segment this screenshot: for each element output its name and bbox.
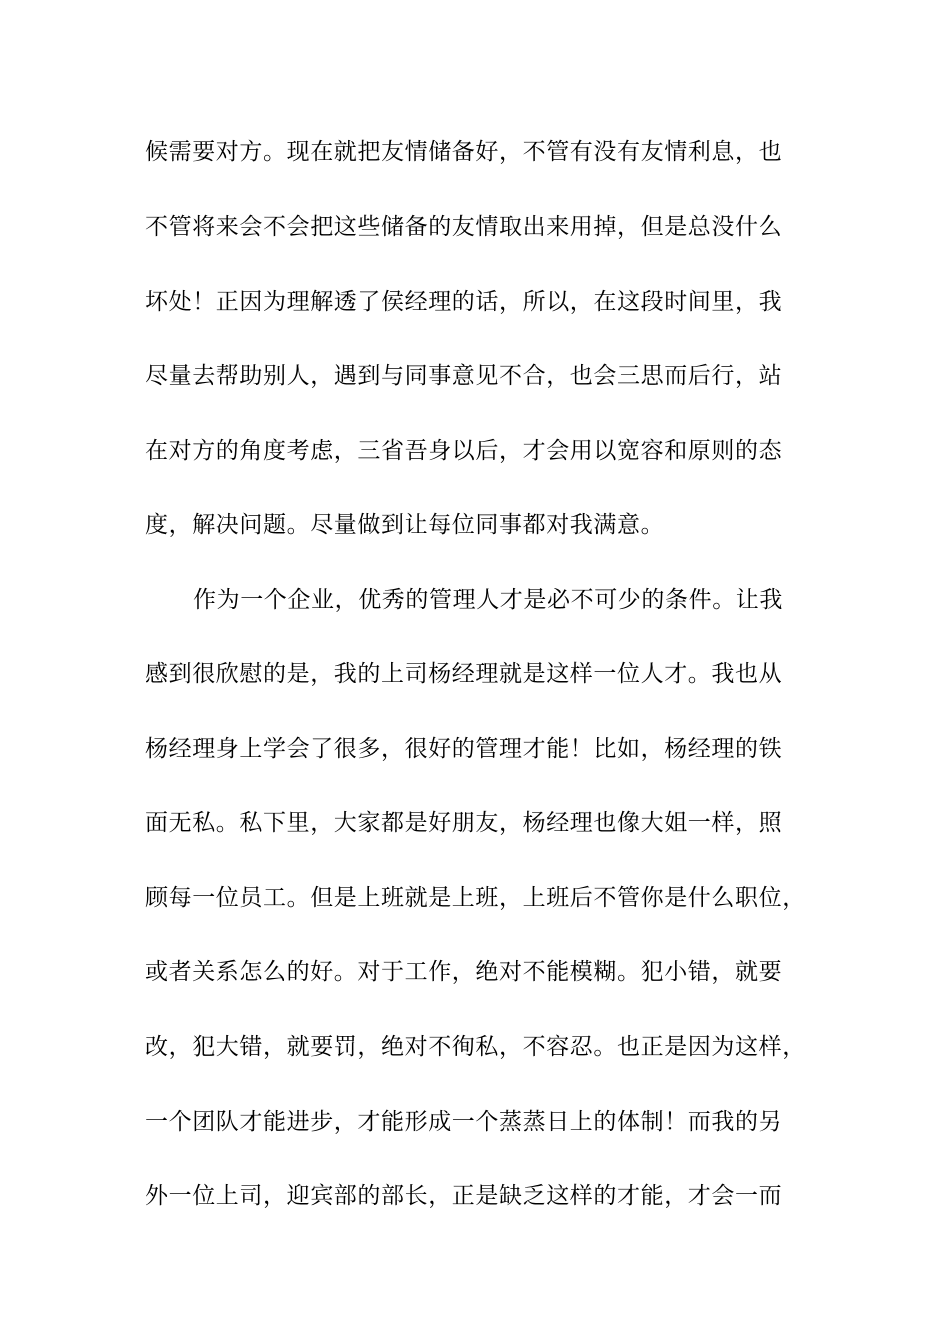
text-line: 不管将来会不会把这些储备的友情取出来用掉，但是总没什么	[145, 214, 783, 240]
text-line: 一个团队才能进步，才能形成一个蒸蒸日上的体制！而我的另	[145, 1109, 783, 1135]
text-line: 感到很欣慰的是，我的上司杨经理就是这样一位人才。我也从	[145, 661, 783, 687]
text-line: 度，解决问题。尽量做到让每位同事都对我满意。	[145, 512, 665, 538]
text-line: 外一位上司，迎宾部的部长，正是缺乏这样的才能，才会一而	[145, 1183, 783, 1209]
text-line: 改，犯大错，就要罚，绝对不徇私，不容忍。也正是因为这样，	[145, 1034, 806, 1060]
text-line: 或者关系怎么的好。对于工作，绝对不能模糊。犯小错，就要	[145, 959, 783, 985]
text-line: 候需要对方。现在就把友情储备好，不管有没有友情利息，也	[145, 139, 783, 165]
text-line: 在对方的角度考虑，三省吾身以后，才会用以宽容和原则的态	[145, 438, 783, 464]
text-line: 尽量去帮助别人，遇到与同事意见不合，也会三思而后行，站	[145, 363, 783, 389]
text-line: 杨经理身上学会了很多，很好的管理才能！比如，杨经理的铁	[145, 736, 783, 762]
paragraph-first-line: 作为一个企业，优秀的管理人才是必不可少的条件。让我	[193, 587, 783, 613]
text-line: 顾每一位员工。但是上班就是上班，上班后不管你是什么职位，	[145, 885, 806, 911]
text-line: 面无私。私下里，大家都是好朋友，杨经理也像大姐一样，照	[145, 810, 783, 836]
text-line: 坏处！正因为理解透了侯经理的话，所以，在这段时间里，我	[145, 289, 783, 315]
